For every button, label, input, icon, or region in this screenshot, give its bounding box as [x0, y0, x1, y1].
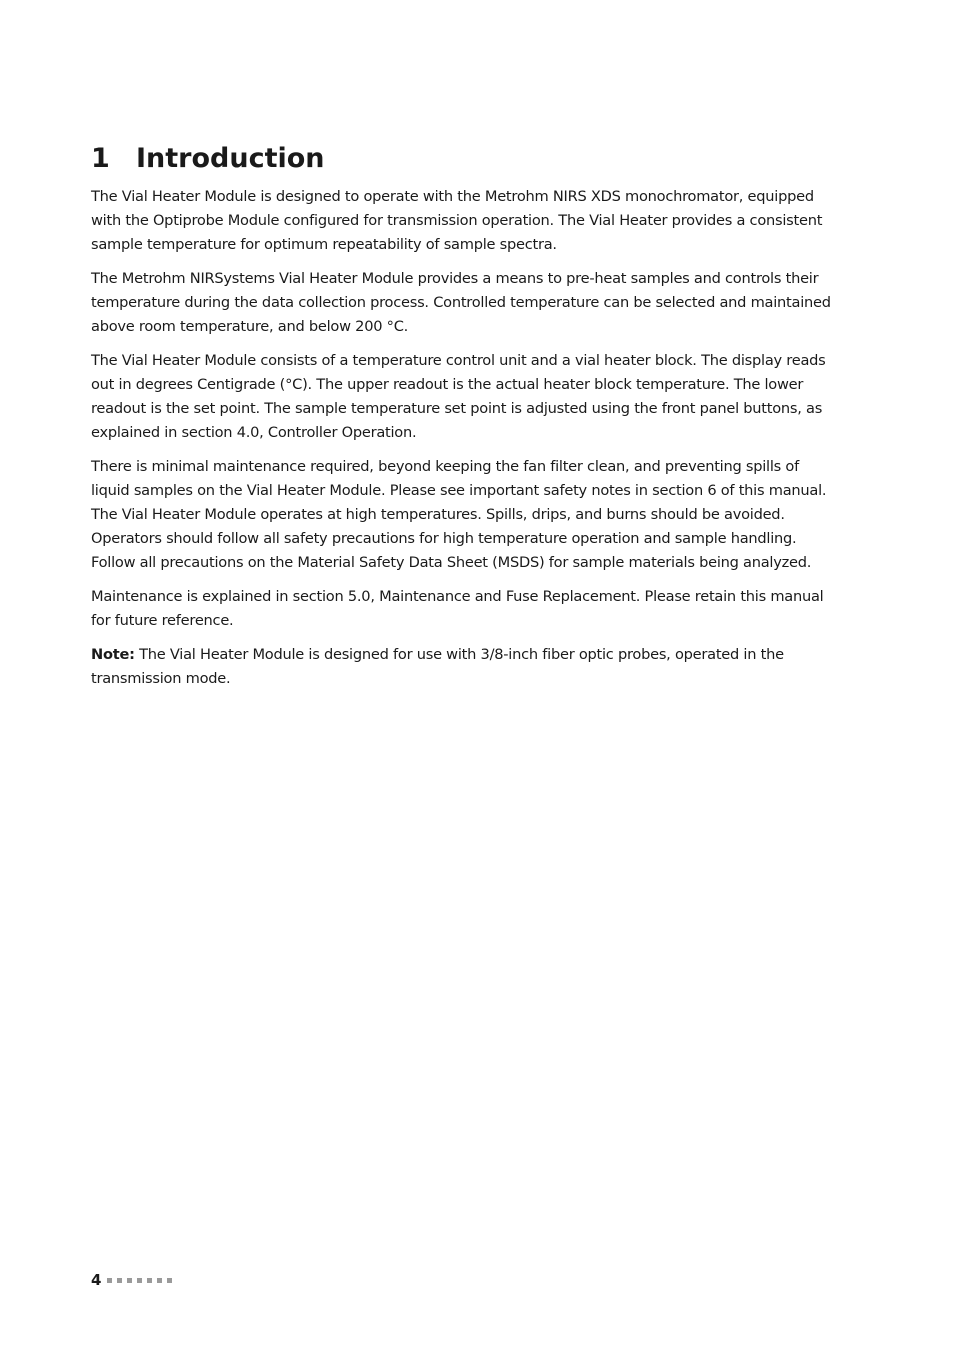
page-marker-dot	[117, 1278, 122, 1283]
page-marker-dot	[167, 1278, 172, 1283]
paragraph-maintenance-safety: There is minimal maintenance required, beyond keeping the fan filter clean, and preventing spills of liquid samples on the Vial Heater Module. Please see important safety notes in section 6 of this manual. The Vial Heater Module operates at high temperatures. Spills, drips, and burns should be avoided. Operators should follow all safety precautions for high temperature operation and sample handling. Follow all precautions on the Material Safety Data Sheet (MSDS) for sample materials being analyzed.	[91, 458, 827, 571]
paragraph-temperature-control: The Metrohm NIRSystems Vial Heater Module provides a means to pre-heat samples and controls their temperature during the data collection process. Controlled temperature can be selected and maintained above room temperature, and below 200 °C.	[91, 270, 831, 335]
paragraph-module-description: The Vial Heater Module consists of a temperature control unit and a vial heater block. The display reads out in degrees Centigrade (°C). The upper readout is the actual heater block temperature. The lower readout is the set point. The sample temperature set point is adjusted using the front panel buttons, as explained in section 4.0, Controller Operation.	[91, 352, 826, 441]
paragraph-maintenance-reference: Maintenance is explained in section 5.0, Maintenance and Fuse Replacement. Please retain this manual for future reference.	[91, 588, 824, 629]
page-marker-dot	[107, 1278, 112, 1283]
body-text	[91, 185, 841, 701]
chapter-number: 1	[91, 143, 110, 174]
page-marker-dot	[147, 1278, 152, 1283]
chapter-heading	[91, 139, 325, 179]
note-paragraph	[91, 643, 841, 691]
page-number: 4	[91, 1271, 102, 1289]
page-footer	[91, 1268, 177, 1292]
page-marker-dot	[127, 1278, 132, 1283]
chapter-title: Introduction	[136, 143, 325, 174]
page-marker-dot	[137, 1278, 142, 1283]
note-text: The Vial Heater Module is designed for use with 3/8-inch fiber optic probes, operated in the transmission mode.	[91, 646, 784, 687]
paragraph-intro: The Vial Heater Module is designed to operate with the Metrohm NIRS XDS monochromator, equipped with the Optiprobe Module configured for transmission operation. The Vial Heater provides a consistent sample temperature for optimum repeatability of sample spectra.	[91, 188, 823, 253]
page-marker-dot	[157, 1278, 162, 1283]
note-label: Note:	[91, 646, 135, 663]
